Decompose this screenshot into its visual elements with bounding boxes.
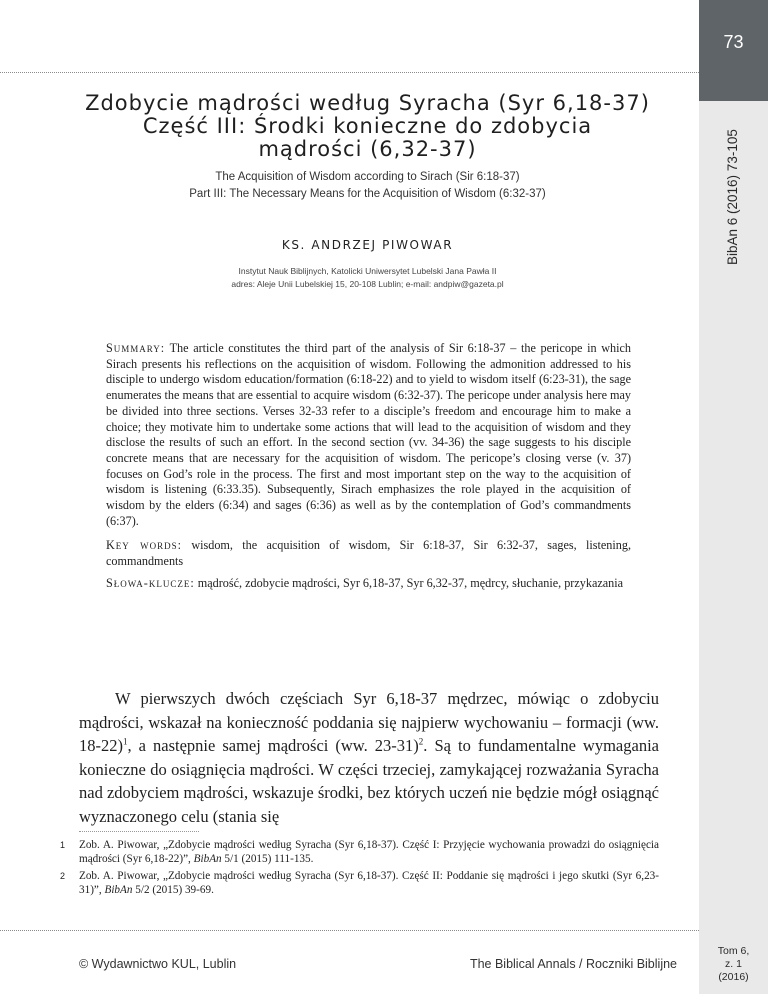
footnote-1-number: 1 [60, 840, 66, 850]
top-divider [0, 72, 699, 73]
title-line-3: mądrości (6,32-37) [258, 137, 477, 161]
keywords-text: wisdom, the acquisition of wisdom, Sir 6:18-37, Sir 6:32-37, sages, listening, commandments [106, 538, 632, 569]
affiliation-line-2: adres: Aleje Unii Lubelskiej 15, 20-108 Lublin; e-mail: andpiw@gazeta.pl [231, 279, 504, 289]
footnotes [60, 838, 659, 900]
footnote-ref-1[interactable]: 1 [123, 736, 128, 747]
body-text-part-1: W pierwszych dwóch częściach Syr 6,18-37 mędrzec, mówiąc o zdobyciu mądrości, wskazał na konieczność poddania się najpierw wychowaniu – formacji (ww. 18-22) [79, 689, 659, 756]
english-title [40, 169, 695, 203]
footnote-2-number: 2 [60, 871, 66, 881]
abstract-block [106, 341, 631, 592]
footnote-1 [60, 838, 659, 866]
summary-paragraph [106, 341, 631, 529]
author-name: KS. ANDRZEJ PIWOWAR [281, 238, 454, 252]
author-affiliation [40, 265, 695, 291]
body-text-part-2: , a następnie samej mądrości (ww. 23-31) [127, 736, 419, 756]
publisher-footer: © Wydawnictwo KUL, Lublin [79, 957, 237, 971]
slowa-kluczowe-label: Słowa-klucze: [106, 575, 195, 590]
volume-line-1: Tom 6, [717, 945, 750, 957]
keywords-label: Key words: [106, 538, 182, 553]
footnote-1-text: Zob. A. Piwowar, „Zdobycie mądrości według Syracha (Syr 6,18-37). Część I: Przyjęcie wychowania prowadzi do osiągnięcia mądrości (Syr 6,18-22)”, [79, 839, 659, 865]
keywords-paragraph [106, 538, 631, 569]
volume-line-3: (2016) [718, 971, 749, 983]
subtitle-line-2: Part III: The Necessary Means for the Acquisition of Wisdom (6:32-37) [189, 188, 546, 200]
title-line-2: Część III: Środki konieczne do zdobycia [142, 114, 593, 138]
journal-footer: The Biblical Annals / Roczniki Biblijne [469, 957, 677, 971]
bottom-divider [0, 930, 699, 931]
summary-label: Summary: [106, 341, 166, 355]
running-head: BibAn 6 (2016) 73-105 [725, 129, 740, 265]
summary-text: The article constitutes the third part of the analysis of Sir 6:18-37 – the pericope in which Sirach presents his reflections on the acquisition of wisdom. Following the admonition addressed to his disciple to undergo wisdom education/formation (6:18-22) and to yield to wisdom itself (6:23-31), the sage enumerates the means that are essential to acquire wisdom (6:32-37). The pericope under analysis here may be divided into three sections. Verses 32-33 refer to a disciple’s freedom and encourage him to make a choice; they motivate him to undertake some actions that will lead to the acquisition of wisdom and they disclose the results of such an effort. In the second section (vv. 34-36) the sage suggests to his disciple concrete means that are necessary for the acquisition of wisdom. The pericope’s closing verse (v. 37) focuses on God’s role in the process. The first and most important step on the way to the acquisition of wisdom is listening (6:33.35). Subsequently, Sirach emphasizes the role played in the acquisition of wisdom by the elders (6:34) and sages (6:36) as well as by the contemplation of God’s commandments (6:37). [106, 341, 632, 528]
title-line-1: Zdobycie mądrości według Syracha (Syr 6,18-37) [85, 91, 650, 115]
body-paragraph [79, 687, 659, 829]
page-number-tab: 73 [699, 0, 768, 101]
volume-info [699, 945, 768, 984]
footnote-1-tail: 5/1 (2015) 111-135. [221, 853, 314, 865]
affiliation-line-1: Instytut Nauk Biblijnych, Katolicki Uniwersytet Lubelski Jana Pawła II [238, 266, 497, 276]
subtitle-line-1: The Acquisition of Wisdom according to Sirach (Sir 6:18-37) [215, 171, 520, 183]
footnote-2 [60, 869, 659, 897]
footnote-2-journal: BibAn [104, 884, 133, 896]
volume-line-2: z. 1 [725, 958, 742, 970]
slowa-kluczowe-paragraph [106, 576, 631, 592]
body-text-part-3: . Są to fundamentalne wymagania konieczne do osiągnięcia mądrości. W części trzeciej, zamykającej rozważania Syracha nad zdobyciem mądrości, wskazuje środki, bez których uczeń nie będzie mógł osiągnąć wyznaczonego celu (stania się [79, 736, 659, 826]
body-text [79, 687, 659, 829]
footnote-rule [79, 831, 199, 832]
footnote-1-journal: BibAn [193, 853, 222, 865]
footnote-ref-2[interactable]: 2 [418, 736, 424, 747]
footnote-2-text: Zob. A. Piwowar, „Zdobycie mądrości według Syracha (Syr 6,18-37). Część II: Poddanie się mądrości i jego skutki (Syr 6,23-31)”, [79, 870, 659, 896]
footnote-2-tail: 5/2 (2015) 39-69. [132, 884, 214, 896]
slowa-kluczowe-text: mądrość, zdobycie mądrości, Syr 6,18-37, Syr 6,32-37, mędrcy, słuchanie, przykazania [197, 575, 624, 590]
article-title [40, 92, 695, 161]
